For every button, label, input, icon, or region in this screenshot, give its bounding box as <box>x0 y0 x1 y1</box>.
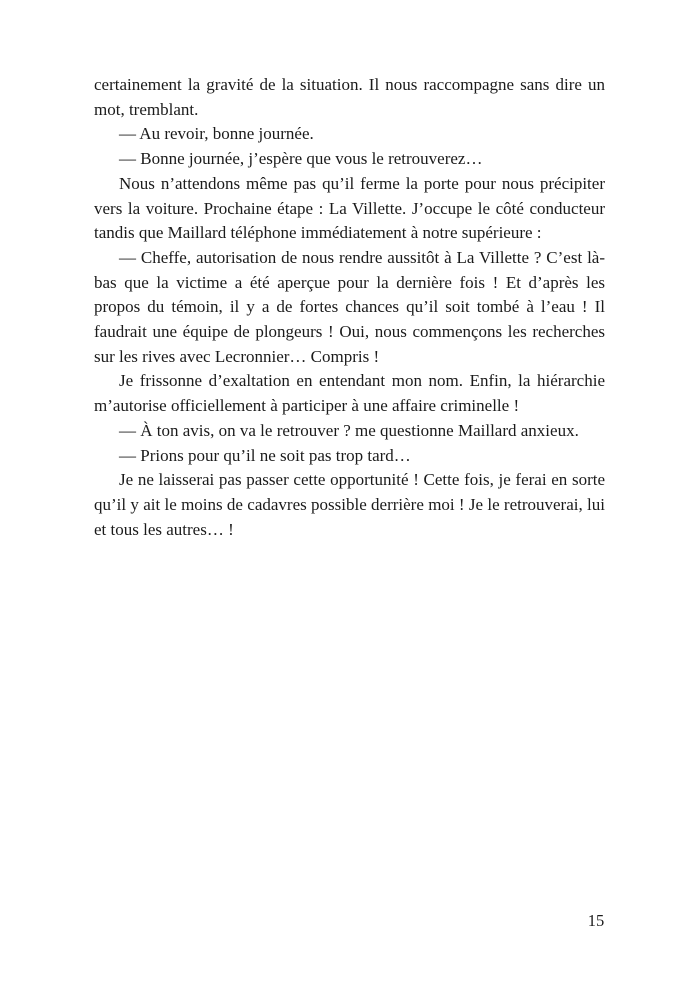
paragraph-dialogue-2: — Bonne journée, j’espère que vous le retrouverez… <box>119 149 483 169</box>
page-number: 15 <box>587 911 605 930</box>
page-text <box>94 73 605 542</box>
paragraph-dialogue-1: — Au revoir, bonne journée. <box>119 124 314 144</box>
paragraph-narration-3: Je ne laisserai pas passer cette opportunité ! Cette fois, je ferai en sorte qu’il y ait le moins de cadavres possible derrière moi ! Je le retrouverai, lui et tous les autres… ! <box>94 470 605 539</box>
paragraph-dialogue-3: — Cheffe, autorisation de nous rendre aussitôt à La Villette ? C’est là-bas que la victime a été aperçue pour la dernière fois ! Et d’après les propos du témoin, il y a de fortes chances qu’il soit tombé à l’eau ! Il faudrait une équipe de plongeurs ! Oui, nous commençons les recherches sur les rives avec Lecronnier… Compris ! <box>94 247 605 366</box>
paragraph-narration-1: Nous n’attendons même pas qu’il ferme la porte pour nous précipiter vers la voiture. Prochaine étape : La Villette. J’occupe le côté conducteur tandis que Maillard téléphone immédiatement à notre supérieure : <box>94 173 605 243</box>
paragraph-dialogue-5: — Prions pour qu’il ne soit pas trop tard… <box>119 445 411 465</box>
paragraph-dialogue-4: — À ton avis, on va le retrouver ? me questionne Maillard anxieux. <box>119 420 579 440</box>
paragraph-continuation: certainement la gravité de la situation. Il nous raccompagne sans dire un mot, tremblant. <box>94 75 605 119</box>
paragraph-narration-2: Je frissonne d’exaltation en entendant mon nom. Enfin, la hiérarchie m’autorise officiellement à participer à une affaire criminelle ! <box>94 371 605 416</box>
